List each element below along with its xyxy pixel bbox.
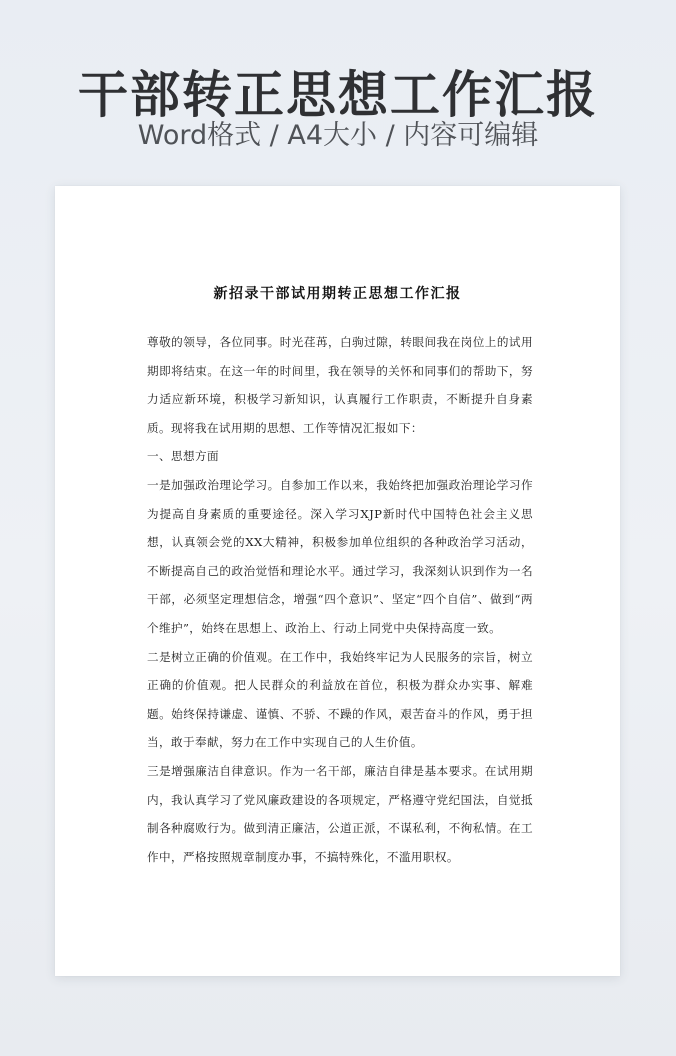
hero-subtitle: Word格式 / A4大小 / 内容可编辑 [137, 120, 539, 151]
hero-title: 干部转正思想工作汇报 [78, 66, 598, 124]
paragraph-values: 二是树立正确的价值观。在工作中，我始终牢记为人民服务的宗旨，树立正确的价值观。把人民群众的利益放在首位，积极为群众办实事、解难题。始终保持谦虚、谨慎、不骄、不躁的作风，艰苦奋斗的作风，勇于担当，敢于奉献，努力在工作中实现自己的人生价值。 [147, 649, 533, 750]
paragraph-integrity: 三是增强廉洁自律意识。作为一名干部，廉洁自律是基本要求。在试用期内，我认真学习了党风廉政建设的各项规定，严格遵守党纪国法，自觉抵制各种腐败行为。做到清正廉洁，公道正派，不谋私利，不徇私情。在工作中，严格按照规章制度办事，不搞特殊化，不滥用职权。 [147, 763, 533, 864]
paragraph-political-study: 一是加强政治理论学习。自参加工作以来，我始终把加强政治理论学习作为提高自身素质的重要途径。深入学习XJP新时代中国特色社会主义思想，认真领会党的XX大精神，积极参加单位组织的各种政治学习活动，不断提高自己的政治觉悟和理论水平。通过学习，我深刻认识到作为一名干部，必须坚定理想信念，增强“四个意识”、坚定“四个自信”、做到“两个维护”，始终在思想上、政治上、行动上同党中央保持高度一致。 [147, 477, 533, 635]
paragraph-greeting: 尊敬的领导，各位同事。时光荏苒，白驹过隙，转眼间我在岗位上的试用期即将结束。在这一年的时间里，我在领导的关怀和同事们的帮助下，努力适应新环境，积极学习新知识，认真履行工作职责，不断提升自身素质。现将我在试用期的思想、工作等情况汇报如下： [147, 335, 533, 435]
document-title: 新招录干部试用期转正思想工作汇报 [213, 286, 462, 302]
document-page [55, 186, 620, 976]
section-heading-thought: 一、思想方面 [147, 449, 219, 464]
document-body [147, 328, 533, 871]
